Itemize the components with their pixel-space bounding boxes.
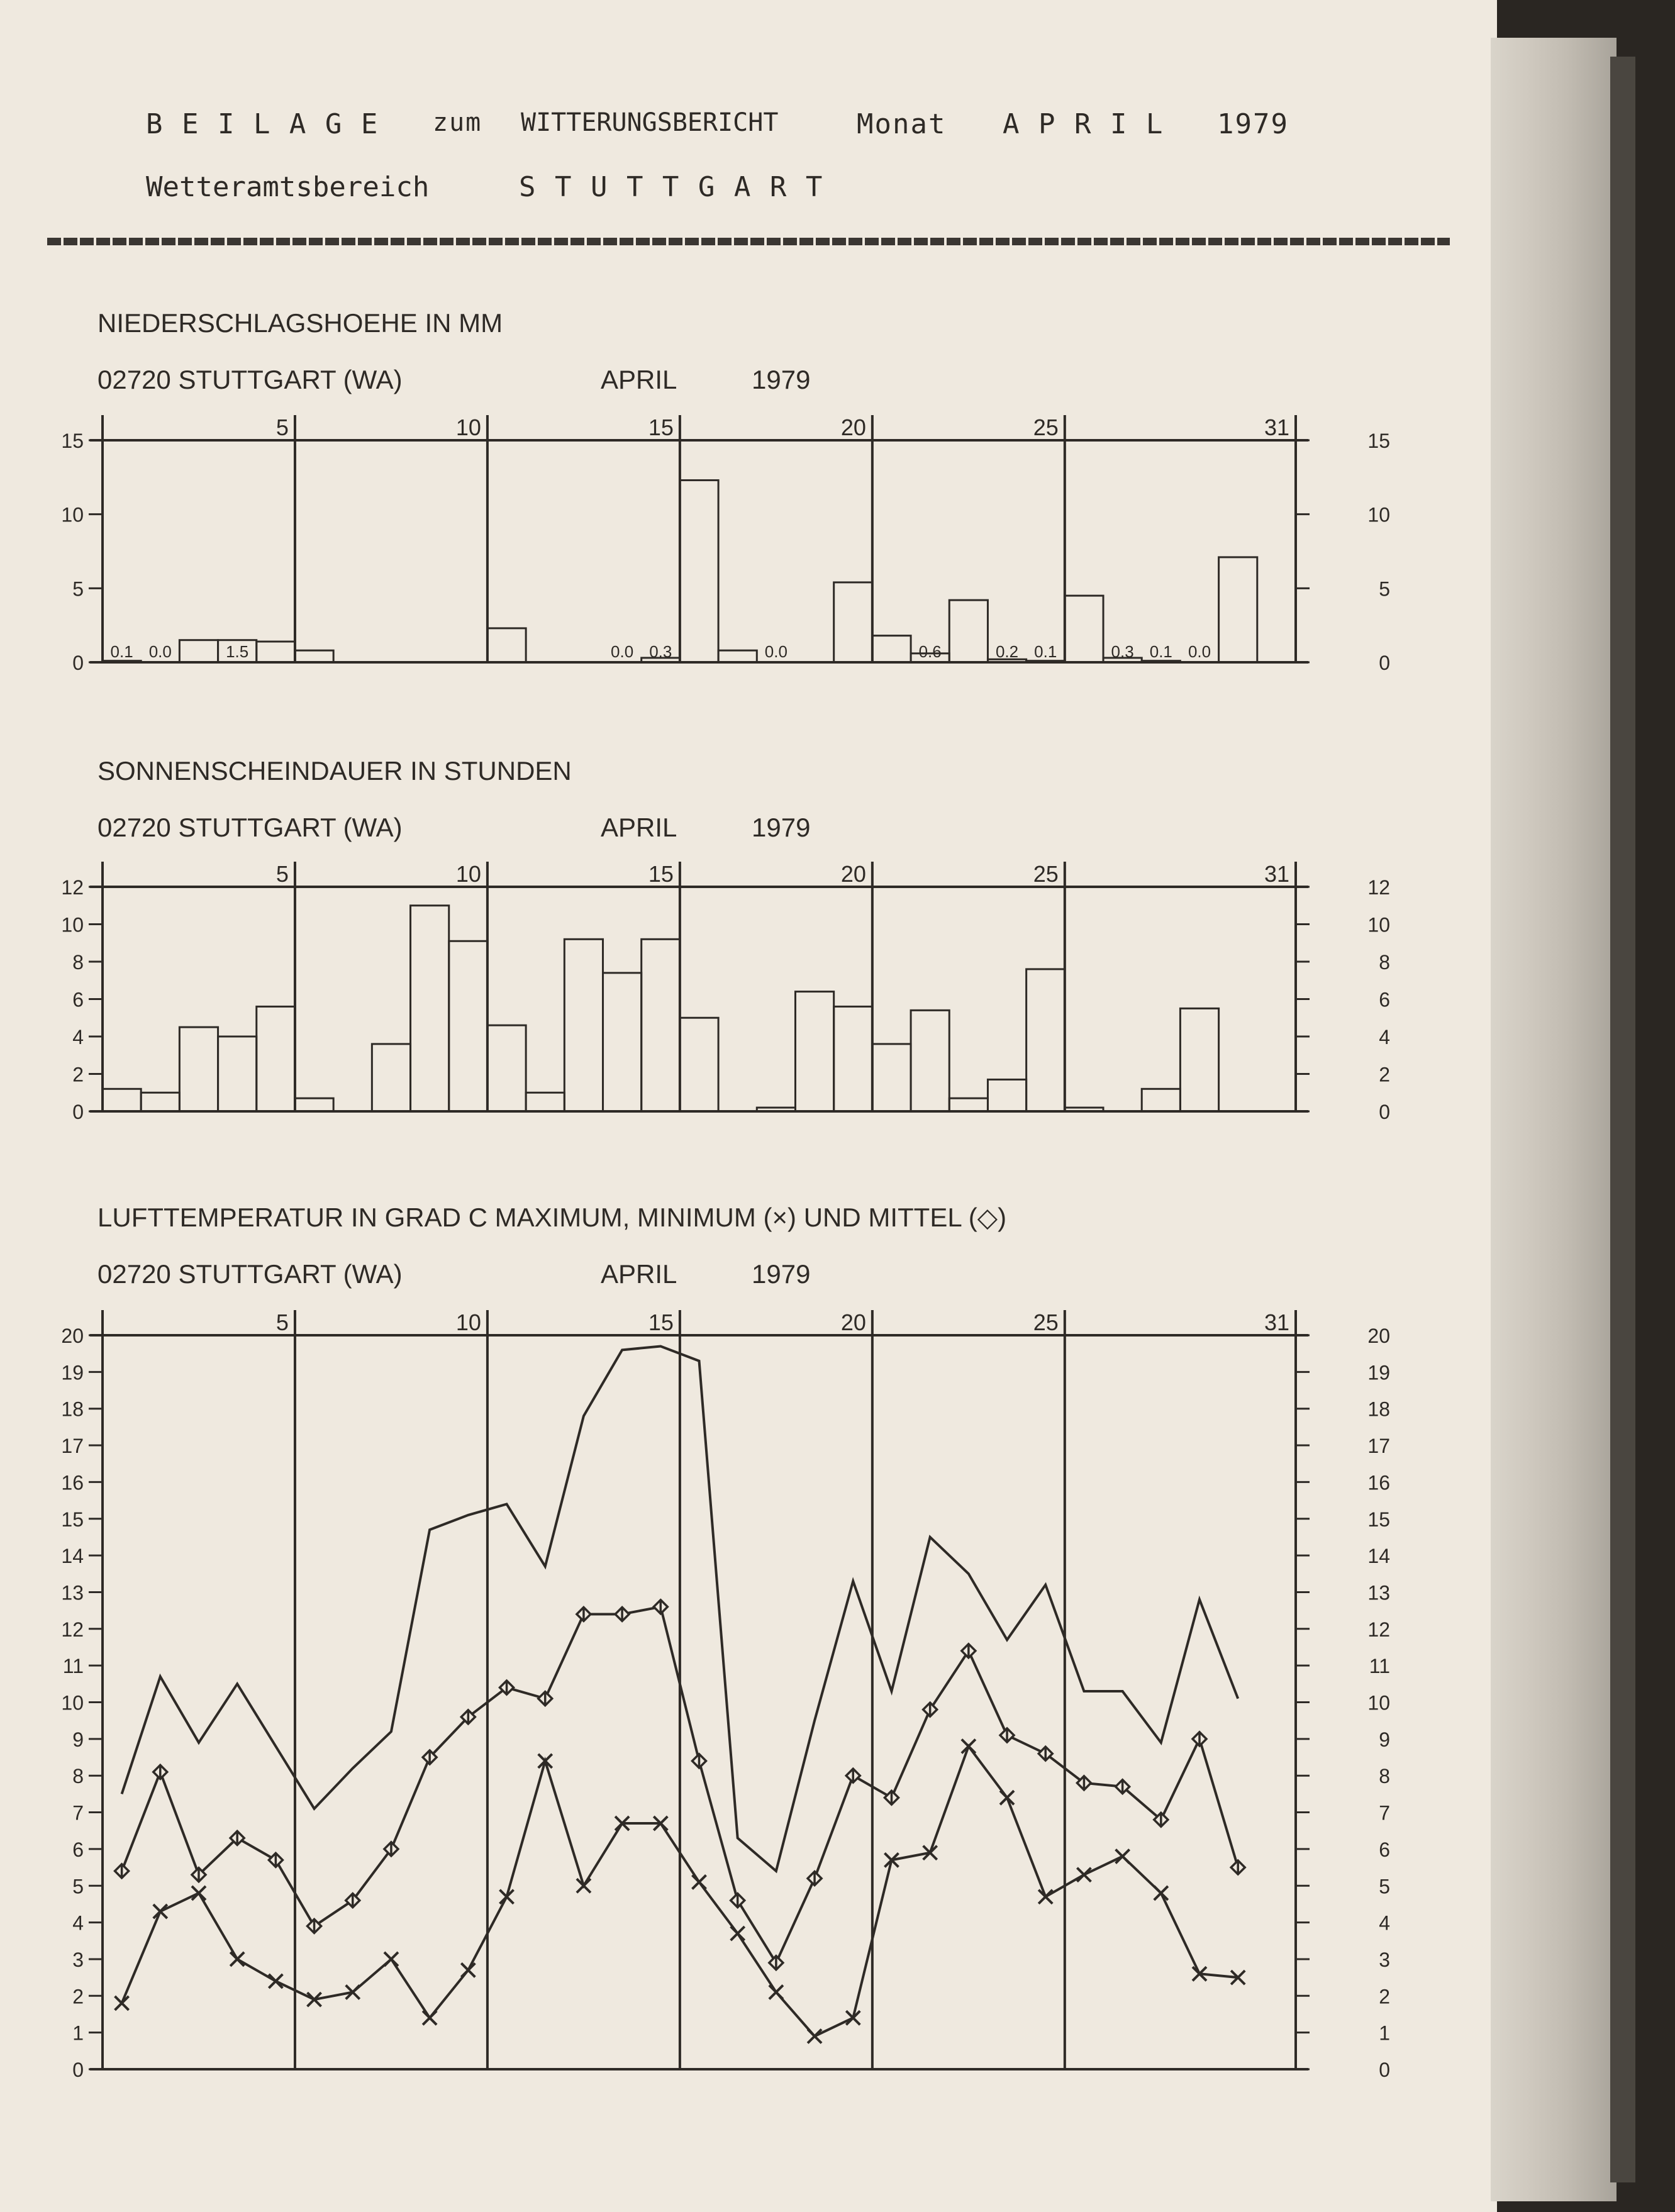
- y-tick-label-right: 5: [1379, 577, 1390, 601]
- point-mittel-day-19: [808, 1872, 821, 1886]
- bar-day-17: [718, 650, 757, 662]
- y-tick-label-left: 20: [61, 1325, 84, 1347]
- y-tick-label-right: 19: [1367, 1361, 1390, 1384]
- chart-station: 02720 STUTTGART (WA): [97, 365, 403, 394]
- book-page-edges: [1491, 38, 1617, 2201]
- point-minimum-day-23: [962, 1740, 976, 1753]
- bar-value-label: 0.1: [1149, 642, 1172, 661]
- y-tick-label-right: 0: [1379, 2059, 1390, 2081]
- y-tick-label-left: 12: [61, 876, 84, 899]
- y-tick-label-right: 12: [1367, 1618, 1390, 1641]
- point-mittel-day-24: [1000, 1728, 1014, 1742]
- y-tick-label-right: 20: [1367, 1325, 1390, 1347]
- y-tick-label-left: 1: [72, 2021, 84, 2045]
- x-tick-label: 31: [1264, 1309, 1289, 1335]
- y-tick-label-right: 10: [1367, 913, 1390, 936]
- x-tick-label: 25: [1033, 861, 1059, 887]
- point-mittel-day-15: [654, 1600, 667, 1614]
- bar-value-label: 1.5: [226, 642, 249, 661]
- bar-day-22: [911, 1010, 949, 1111]
- y-tick-label-right: 10: [1367, 1691, 1390, 1715]
- point-minimum-day-19: [808, 2029, 821, 2043]
- point-minimum-day-17: [731, 1926, 745, 1940]
- bar-day-28: [1142, 1089, 1180, 1111]
- y-tick-label-left: 10: [61, 913, 84, 936]
- y-tick-label-right: 4: [1379, 1026, 1390, 1048]
- chart-month: APRIL: [601, 813, 677, 842]
- bar-day-16: [680, 1018, 718, 1111]
- chart-title: NIEDERSCHLAGSHOEHE IN MM: [97, 308, 503, 338]
- bar-day-18: [757, 1108, 795, 1111]
- y-tick-label-left: 14: [61, 1545, 84, 1568]
- point-minimum-day-16: [693, 1875, 706, 1889]
- bar-day-12: [526, 1092, 564, 1111]
- bar-value-label: 0.3: [1111, 642, 1134, 661]
- x-tick-label: 5: [275, 414, 289, 440]
- bar-day-21: [872, 636, 911, 662]
- bar-day-14: [603, 973, 642, 1111]
- bar-day-2: [141, 1092, 179, 1111]
- point-mittel-day-12: [538, 1692, 552, 1706]
- bar-value-label: 0.6: [918, 642, 942, 661]
- point-mittel-day-29: [1193, 1732, 1206, 1746]
- y-tick-label-right: 7: [1379, 1801, 1390, 1825]
- point-minimum-day-5: [269, 1974, 282, 1988]
- bar-day-6: [295, 650, 333, 662]
- chart-year: 1979: [752, 813, 811, 842]
- y-tick-label-left: 5: [72, 1875, 84, 1898]
- y-tick-label-right: 15: [1367, 1508, 1390, 1531]
- chart-month: APRIL: [601, 365, 677, 394]
- y-tick-label-left: 8: [72, 1765, 84, 1788]
- bar-day-30: [1219, 557, 1257, 662]
- chart-year: 1979: [752, 365, 811, 394]
- header-monat: Monat: [857, 108, 947, 140]
- y-tick-label-right: 10: [1367, 503, 1390, 526]
- chart-station: 02720 STUTTGART (WA): [97, 813, 403, 842]
- bar-day-8: [372, 1044, 410, 1111]
- bar-day-13: [564, 939, 603, 1111]
- header-year: 1979: [1217, 108, 1289, 140]
- chart-year: 1979: [752, 1259, 811, 1289]
- point-minimum-day-2: [153, 1904, 167, 1918]
- bar-day-5: [257, 642, 295, 662]
- point-mittel-day-23: [962, 1644, 976, 1658]
- chart-1: [61, 308, 1390, 674]
- point-minimum-day-10: [461, 1963, 475, 1977]
- point-minimum-day-9: [423, 2011, 437, 2025]
- y-tick-label-left: 0: [72, 1101, 84, 1123]
- x-tick-label: 25: [1033, 414, 1059, 440]
- y-tick-label-right: 2: [1379, 1985, 1390, 2008]
- y-tick-label-right: 3: [1379, 1948, 1390, 1971]
- bar-day-3: [179, 640, 218, 662]
- bar-day-16: [680, 481, 718, 662]
- x-tick-label: 15: [648, 1309, 674, 1335]
- y-tick-label-right: 2: [1379, 1063, 1390, 1086]
- bar-value-label: 0.0: [148, 642, 172, 661]
- point-mittel-day-2: [153, 1765, 167, 1779]
- y-tick-label-right: 4: [1379, 1911, 1390, 1935]
- header-area-label: Wetteramtsbereich: [146, 171, 430, 203]
- y-tick-label-left: 12: [61, 1618, 84, 1641]
- point-mittel-day-6: [308, 1919, 321, 1933]
- y-tick-label-left: 0: [72, 652, 84, 674]
- point-minimum-day-4: [230, 1952, 244, 1966]
- point-mittel-day-21: [884, 1791, 898, 1804]
- bar-value-label: 0.1: [1034, 642, 1057, 661]
- point-mittel-day-17: [731, 1894, 745, 1908]
- point-minimum-day-8: [384, 1952, 398, 1966]
- bar-day-21: [872, 1044, 911, 1111]
- point-mittel-day-13: [577, 1607, 591, 1621]
- y-tick-label-right: 13: [1367, 1581, 1390, 1604]
- y-tick-label-right: 8: [1379, 1765, 1390, 1788]
- bar-day-3: [179, 1027, 218, 1111]
- x-tick-label: 20: [840, 1309, 866, 1335]
- y-tick-label-left: 18: [61, 1398, 84, 1421]
- x-tick-label: 31: [1264, 414, 1289, 440]
- point-minimum-day-25: [1038, 1890, 1052, 1904]
- x-tick-label: 25: [1033, 1309, 1059, 1335]
- y-tick-label-right: 11: [1369, 1655, 1390, 1678]
- bar-day-1: [103, 1089, 141, 1111]
- chart-month: APRIL: [601, 1259, 677, 1289]
- bar-day-26: [1065, 1108, 1103, 1111]
- bar-day-4: [218, 1037, 257, 1111]
- y-tick-label-left: 0: [72, 2059, 84, 2081]
- y-tick-label-left: 10: [61, 503, 84, 526]
- chart-3: [61, 1203, 1390, 2081]
- header-month: A P R I L: [1003, 108, 1164, 140]
- x-tick-label: 10: [455, 1309, 481, 1335]
- bar-day-15: [642, 939, 680, 1111]
- x-tick-label: 5: [275, 1309, 289, 1335]
- point-minimum-day-26: [1077, 1868, 1091, 1882]
- header-city: S T U T T G A R T: [519, 171, 824, 203]
- y-tick-label-right: 18: [1367, 1398, 1390, 1421]
- x-tick-label: 5: [275, 861, 289, 887]
- y-tick-label-left: 8: [72, 951, 84, 974]
- bar-value-label: 0.0: [611, 642, 634, 661]
- y-tick-label-right: 16: [1367, 1471, 1390, 1494]
- point-mittel-day-14: [615, 1607, 629, 1621]
- y-tick-label-right: 8: [1379, 951, 1390, 974]
- header-zum: zum: [433, 108, 482, 137]
- bar-value-label: 0.1: [110, 642, 133, 661]
- y-tick-label-left: 17: [61, 1435, 84, 1458]
- y-tick-label-left: 15: [61, 430, 84, 452]
- x-tick-label: 15: [648, 861, 674, 887]
- bar-day-25: [1027, 969, 1065, 1111]
- bar-value-label: 0.0: [764, 642, 787, 661]
- book-cover-edge: [1610, 57, 1635, 2182]
- y-tick-label-left: 11: [62, 1655, 84, 1678]
- bar-day-11: [487, 628, 526, 662]
- y-tick-label-left: 19: [61, 1361, 84, 1384]
- point-minimum-day-3: [192, 1886, 206, 1900]
- bar-day-9: [411, 906, 449, 1111]
- bar-day-29: [1180, 1008, 1218, 1111]
- y-tick-label-right: 0: [1379, 1101, 1390, 1123]
- header-beilage: B E I L A G E: [146, 108, 379, 140]
- bar-value-label: 0.3: [649, 642, 672, 661]
- chart-title: SONNENSCHEINDAUER IN STUNDEN: [97, 756, 572, 786]
- y-tick-label-left: 2: [72, 1985, 84, 2008]
- y-tick-label-left: 3: [72, 1948, 84, 1971]
- bar-day-26: [1065, 596, 1103, 662]
- point-minimum-day-13: [577, 1879, 591, 1892]
- bar-day-19: [795, 992, 833, 1111]
- y-tick-label-left: 9: [72, 1728, 84, 1751]
- x-tick-label: 15: [648, 414, 674, 440]
- x-tick-label: 20: [840, 414, 866, 440]
- y-tick-label-left: 2: [72, 1063, 84, 1086]
- y-tick-label-left: 13: [61, 1581, 84, 1604]
- chart-station: 02720 STUTTGART (WA): [97, 1259, 403, 1289]
- y-tick-label-right: 17: [1367, 1435, 1390, 1458]
- bar-day-23: [949, 1098, 988, 1111]
- y-tick-label-right: 6: [1379, 988, 1390, 1011]
- bar-day-11: [487, 1025, 526, 1111]
- y-tick-label-right: 0: [1379, 652, 1390, 674]
- y-tick-label-right: 12: [1367, 876, 1390, 899]
- bar-day-5: [257, 1006, 295, 1111]
- y-tick-label-right: 1: [1379, 2021, 1390, 2045]
- x-tick-label: 31: [1264, 861, 1289, 887]
- bar-day-20: [834, 1006, 872, 1111]
- y-tick-label-left: 10: [61, 1691, 84, 1715]
- y-tick-label-left: 15: [61, 1508, 84, 1531]
- bar-day-10: [449, 941, 487, 1111]
- y-tick-label-left: 7: [72, 1801, 84, 1825]
- point-minimum-day-11: [500, 1890, 514, 1904]
- point-mittel-day-5: [269, 1853, 282, 1867]
- y-tick-label-left: 4: [72, 1911, 84, 1935]
- bar-day-6: [295, 1098, 333, 1111]
- point-mittel-day-30: [1231, 1860, 1245, 1874]
- point-mittel-day-1: [115, 1864, 129, 1878]
- x-tick-label: 10: [455, 861, 481, 887]
- chart-2: [61, 756, 1390, 1123]
- bar-day-20: [834, 582, 872, 662]
- point-minimum-day-28: [1154, 1886, 1168, 1900]
- chart-title: LUFTTEMPERATUR IN GRAD C MAXIMUM, MINIMUM (×) UND MITTEL (◇): [97, 1203, 1007, 1232]
- point-minimum-day-12: [538, 1754, 552, 1768]
- y-tick-label-right: 14: [1367, 1545, 1390, 1568]
- point-minimum-day-18: [769, 1985, 783, 1999]
- y-tick-label-right: 15: [1367, 430, 1390, 452]
- point-mittel-day-20: [846, 1769, 860, 1782]
- bar-day-24: [988, 1079, 1026, 1111]
- x-tick-label: 20: [840, 861, 866, 887]
- point-mittel-day-18: [769, 1956, 783, 1970]
- x-tick-label: 10: [455, 414, 481, 440]
- point-minimum-day-27: [1116, 1850, 1130, 1864]
- point-mittel-day-16: [693, 1754, 706, 1768]
- y-tick-label-left: 6: [72, 988, 84, 1011]
- point-minimum-day-1: [115, 1996, 129, 2010]
- y-tick-label-left: 16: [61, 1471, 84, 1494]
- y-tick-label-right: 6: [1379, 1838, 1390, 1861]
- point-mittel-day-22: [923, 1703, 937, 1716]
- bar-day-23: [949, 600, 988, 662]
- point-minimum-day-24: [1000, 1791, 1014, 1804]
- bar-value-label: 0.0: [1188, 642, 1211, 661]
- y-tick-label-right: 9: [1379, 1728, 1390, 1751]
- header-report-title: WITTERUNGSBERICHT: [521, 108, 779, 137]
- y-tick-label-right: 5: [1379, 1875, 1390, 1898]
- y-tick-label-left: 6: [72, 1838, 84, 1861]
- y-tick-label-left: 5: [72, 577, 84, 601]
- y-tick-label-left: 4: [72, 1026, 84, 1048]
- bar-value-label: 0.2: [995, 642, 1019, 661]
